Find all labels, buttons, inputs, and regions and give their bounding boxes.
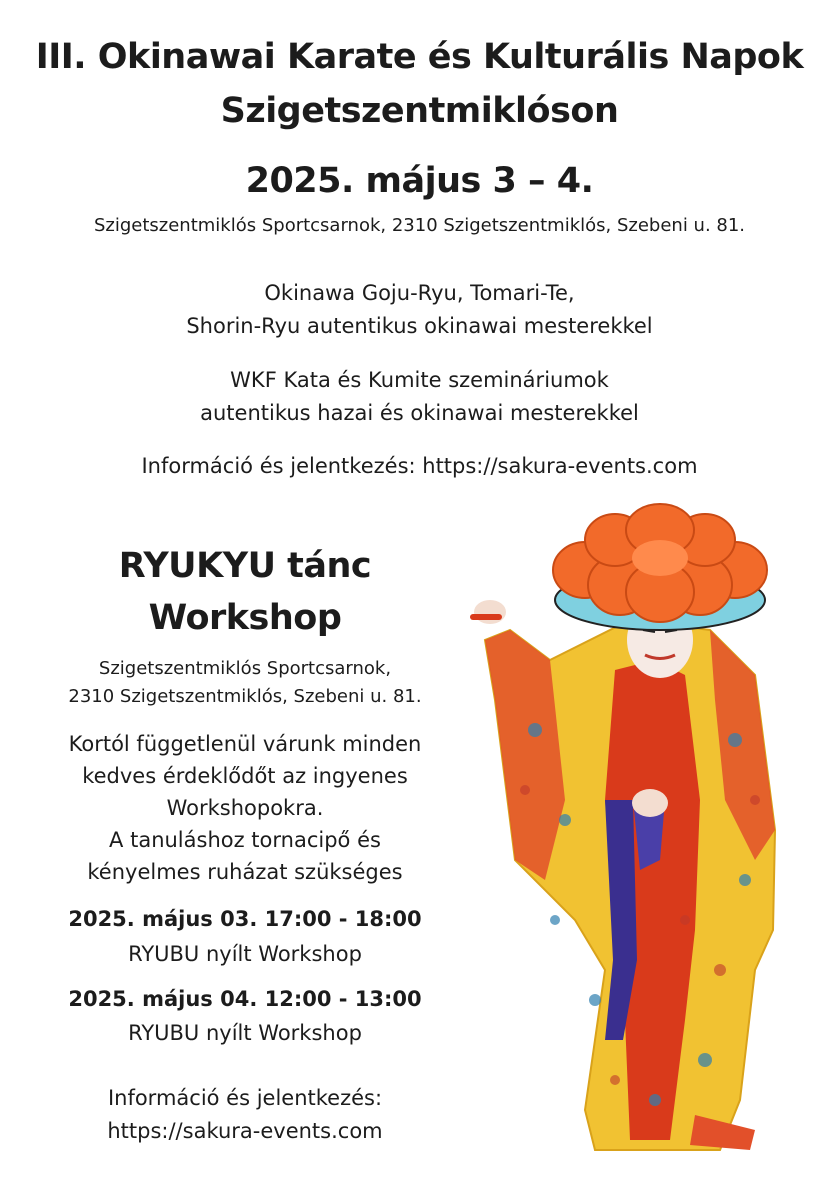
session-2-datetime: 2025. május 04. 12:00 - 13:00 [68, 987, 422, 1011]
event-title [0, 30, 839, 138]
workshop-title [40, 540, 450, 644]
workshop-title-line1: RYUKYU tánc [118, 546, 372, 586]
session-2-name: RYUBU nyílt Workshop [128, 1021, 362, 1045]
workshop-info-line1: Információ és jelentkezés: [107, 1086, 383, 1110]
seminars-text [0, 364, 839, 430]
event-date: 2025. május 3 – 4. [245, 161, 594, 201]
workshop-venue-line2: 2310 Szigetszentmiklós, Szebeni u. 81. [68, 686, 422, 707]
seminars-line1: WKF Kata és Kumite szemináriumok [230, 368, 609, 392]
workshop-title-line2: Workshop [148, 598, 342, 638]
karate-styles [0, 277, 839, 343]
invite-line4: A tanuláshoz tornacipő és [109, 828, 381, 852]
karate-styles-line1: Okinawa Goju-Ryu, Tomari-Te, [264, 281, 575, 305]
ryukyu-dancer-image [455, 500, 825, 1155]
invite-line5: kényelmes ruházat szükséges [87, 860, 403, 884]
session-1-name: RYUBU nyílt Workshop [128, 942, 362, 966]
workshop-info-line2: https://sakura-events.com [107, 1119, 383, 1143]
karate-styles-line2: Shorin-Ryu autentikus okinawai mesterekkel [186, 314, 653, 338]
workshop-venue [40, 655, 450, 711]
workshop-registration-info [40, 1082, 450, 1148]
session-1-datetime: 2025. május 03. 17:00 - 18:00 [68, 907, 422, 931]
workshop-venue-line1: Szigetszentmiklós Sportcsarnok, [98, 658, 392, 679]
event-title-line1: III. Okinawai Karate és Kulturális Napok [35, 37, 804, 77]
workshop-invitation [40, 728, 450, 888]
invite-line1: Kortól függetlenül várunk minden [68, 732, 422, 756]
event-title-line2: Szigetszentmiklóson [220, 91, 619, 131]
invite-line3: Workshopokra. [166, 796, 324, 820]
invite-line2: kedves érdeklődőt az ingyenes [82, 764, 408, 788]
ryukyu-dancer-illustration [455, 500, 825, 1155]
registration-info: Információ és jelentkezés: https://sakura-events.com [141, 454, 698, 478]
seminars-line2: autentikus hazai és okinawai mesterekkel [200, 401, 639, 425]
event-venue: Szigetszentmiklós Sportcsarnok, 2310 Szigetszentmiklós, Szebeni u. 81. [93, 215, 746, 236]
